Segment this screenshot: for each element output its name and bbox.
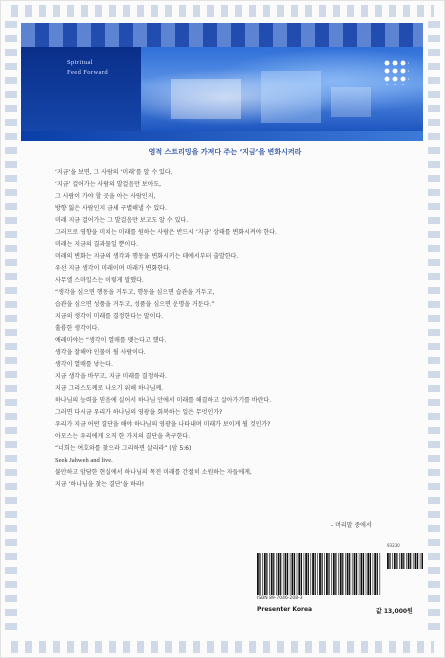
body-line: 훌륭한 생각이다. — [55, 325, 100, 332]
barcode-bar — [311, 553, 312, 595]
body-line: 지금의 생각이 미래를 결정한다는 말이다. — [55, 313, 164, 320]
barcode-bar — [273, 553, 274, 595]
photo-highlight — [331, 87, 371, 117]
barcode-bar — [285, 553, 287, 595]
barcode-bar — [413, 553, 414, 569]
body-line: 미래의 변화는 지금의 생각과 행동을 변화시키는 데에서부터 출발한다. — [55, 253, 239, 260]
barcode-bar — [359, 553, 360, 595]
barcode-bar — [271, 553, 273, 595]
barcode-bar — [380, 553, 381, 595]
barcode-bar — [401, 553, 403, 569]
barcode-bar — [322, 553, 323, 595]
body-line: 생각이 열매를 낳는다. — [55, 361, 113, 368]
barcode-bar — [331, 553, 332, 595]
barcode-bar — [276, 553, 277, 595]
body-line: 지금 그리스도께로 나오기 위해 하나님께. — [55, 385, 164, 392]
barcode-bar — [340, 553, 342, 595]
barcode-bar — [410, 553, 411, 569]
addon-code: 93230 — [387, 543, 400, 548]
publisher: Presenter Korea — [257, 606, 313, 613]
photo-highlight — [171, 79, 241, 119]
barcode-bar — [367, 553, 369, 595]
body-lines — [55, 167, 395, 491]
barcode-bar — [417, 553, 418, 569]
barcode-bar — [363, 553, 364, 595]
body-line: 지금 ‘하나님을 찾는 결단’을 하라! — [55, 481, 145, 488]
text-block — [55, 147, 395, 491]
barcode-bar — [259, 553, 260, 595]
barcode-bar — [352, 553, 353, 595]
barcode-bar — [319, 553, 321, 595]
body-line: 그 사람이 가야 할 곳을 아는 사람인지, — [55, 193, 156, 200]
barcode-bar — [361, 553, 363, 595]
barcode-bar — [328, 553, 329, 595]
body-line: “생각을 심으면 행동을 거두고, 행동을 심으면 습관을 거두고, — [55, 289, 215, 296]
barcode-bar — [301, 553, 302, 595]
barcode-bar — [280, 553, 281, 595]
barcode-bar — [373, 553, 374, 595]
body-line: 사무엘 스마일스는 이렇게 말했다. — [55, 277, 144, 284]
body-line: 생각을 잘해야 인물이 될 사람이다. — [55, 349, 146, 356]
barcode-bar — [278, 553, 280, 595]
body-line: “너희는 여호와를 찾으라 그리하면 살리라” (암 5:6) — [55, 445, 192, 452]
body-line: 우리가 지금 어떤 결단을 해야 하나님의 영광을 나타내며 미래가 보이게 될 것인가? — [55, 421, 271, 428]
barcode-bar — [324, 553, 325, 595]
dashed-border-right — [428, 21, 440, 637]
barcode-bar — [257, 553, 259, 595]
barcode-bar — [304, 553, 305, 595]
barcode-bar — [312, 553, 314, 595]
banner-band — [21, 131, 423, 141]
price: 값 13,000원 — [376, 608, 413, 615]
barcode-bar — [420, 553, 421, 569]
barcode-bar — [290, 553, 291, 595]
body-line: 예레미야는 “생각이 열매를 맺는다고 했다. — [55, 337, 167, 344]
barcode-bar — [283, 553, 284, 595]
barcode-bar — [370, 553, 371, 595]
barcode-bar — [269, 553, 270, 595]
barcode-bar — [422, 553, 424, 569]
body-line: Seek Jahweh and live. — [55, 457, 113, 464]
brand-line-1: Spiritual — [67, 59, 93, 66]
barcode-bar — [298, 553, 300, 595]
barcode-bar — [356, 553, 357, 595]
barcode-bar — [354, 553, 356, 595]
dashed-border-left — [5, 21, 17, 637]
body-line: ‘지금’을 보면, 그 사람의 ‘미래’를 알 수 있다. — [55, 169, 173, 176]
barcode-bar — [315, 553, 316, 595]
banner-stripes — [21, 23, 423, 47]
body-line: 지금 생각을 바꾸고, 지금 미래를 결정하라. — [55, 373, 167, 380]
barcode-addon — [387, 553, 423, 569]
body-line: 우선 지금 생각이 미래이며 미래가 변화한다. — [55, 265, 171, 272]
body-line: 미래는 지금의 결과물일 뿐이다. — [55, 241, 138, 248]
barcode-bar — [342, 553, 343, 595]
barcode-bar — [396, 553, 397, 569]
barcode-bar — [308, 553, 309, 595]
isbn: ISBN 89-7046-208-3 — [257, 596, 303, 601]
body-line: 그러면 다시금 우리가 하나님의 영광을 회복하는 일은 무엇인가? — [55, 409, 223, 416]
body-line: 미래 지금 걸어가는 그 발걸음만 보고도 알 수 있다. — [55, 217, 189, 224]
photo-highlight — [261, 71, 321, 123]
barcode-bar — [389, 553, 390, 569]
barcode-bar — [345, 553, 346, 595]
barcode-bar — [394, 553, 396, 569]
heading: 영적 스트리밍을 가져다 주는 ‘지금’을 변화시켜라 — [148, 148, 302, 156]
barcode-bar — [374, 553, 376, 595]
barcode-bar — [415, 553, 417, 569]
barcode-bar — [266, 553, 267, 595]
signature: - 머리말 중에서 — [331, 522, 372, 529]
barcode-bar — [406, 553, 407, 569]
body-line: 습관을 심으면 성품을 거두고, 성품을 심으면 운명을 거둔다.” — [55, 301, 215, 308]
barcode-bar — [294, 553, 295, 595]
barcode-bar — [292, 553, 294, 595]
barcode-bar — [305, 553, 307, 595]
barcode-bar — [408, 553, 410, 569]
barcode-bar — [335, 553, 336, 595]
barcode-bar — [297, 553, 298, 595]
dashed-border-bottom — [11, 641, 434, 653]
header-banner — [21, 23, 423, 131]
barcode — [257, 553, 381, 595]
barcode-bar — [387, 553, 389, 569]
barcode-bar — [347, 553, 349, 595]
barcode-bar — [338, 553, 339, 595]
barcode-bar — [287, 553, 288, 595]
barcode-bar — [392, 553, 393, 569]
body-line: 하나님의 능력을 믿음에 실어서 하나님 안에서 미래를 해결하고 살아가기를 바란다. — [55, 397, 272, 404]
barcode-bar — [262, 553, 263, 595]
barcode-bar — [317, 553, 318, 595]
barcode-bar — [333, 553, 335, 595]
barcode-bar — [399, 553, 400, 569]
barcode-bar — [403, 553, 404, 569]
barcode-bar — [349, 553, 350, 595]
body-line: 방향 잃은 사람인지 금세 구별해낼 수 있다. — [55, 205, 167, 212]
barcode-bar — [377, 553, 378, 595]
barcode-bar — [264, 553, 266, 595]
dot-grid-icon — [383, 59, 409, 85]
body-line: ‘지금’ 걸어가는 사람의 발걸음만 보아도, — [55, 181, 162, 188]
body-line: 그러므로 영향을 미치는 미래를 원하는 사람은 반드시 ‘지금’ 상태를 변화시켜야 한다. — [55, 229, 277, 236]
body-line: 아모스는 우리에게 오직 한 가지의 결단을 촉구한다. — [55, 433, 191, 440]
body-line: 불안하고 암담한 현실에서 하나님의 목전 미래를 간절히 소원하는 자들에게, — [55, 469, 252, 476]
barcode-bar — [326, 553, 328, 595]
brand-line-2: Feed Forward — [67, 69, 109, 76]
dashed-border-top — [11, 5, 434, 17]
barcode-bar — [366, 553, 367, 595]
